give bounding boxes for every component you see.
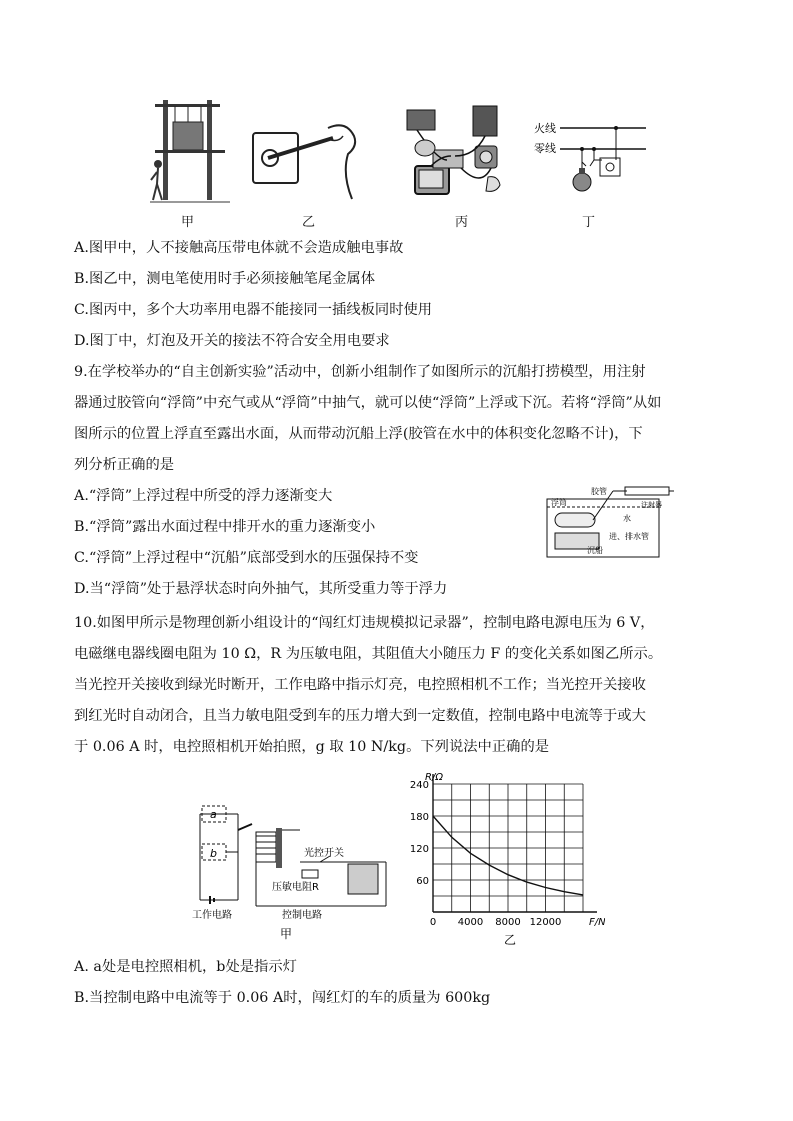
q8-option-c: C.图丙中，多个大功率用电器不能接同一插线板同时使用 [74,302,433,318]
q9-option-b: B.“浮筒”露出水面过程中排开水的重力逐渐变小 [74,519,376,535]
figure-label-yi: 乙 [302,215,316,230]
figure-label-ding: 丁 [582,215,596,230]
q10-stem-line-1: 10.如图甲所示是物理创新小组设计的“闯红灯违规模拟记录器”，控制电路电源电压为 6 V， [74,615,655,631]
q9-stem-line-4: 列分析正确的是 [74,457,175,473]
q9-label-ship: 沉船 [587,546,603,555]
circuit-label-b: b [210,847,217,860]
chart-title: 乙 [504,933,517,945]
q10-option-a: A. a处是电控照相机，b处是指示灯 [74,959,297,975]
chart-x-tick-label: 12000 [529,917,562,928]
q10-stem-line-5: 于 0.06 A 时，电控照相机开始拍照，g 取 10 N/kg。下列说法中正确的是 [74,739,550,755]
q8-option-b: B.图乙中，测电笔使用时手必须接触笔尾金属体 [74,271,375,287]
circuit-label-control: 控制电路 [282,910,322,921]
neutral-wire-label: 零线 [534,142,556,155]
q9-option-d: D.当“浮筒”处于悬浮状态时向外抽气，其所受重力等于浮力 [74,581,448,597]
q9-option-c: C.“浮筒”上浮过程中“沉船”底部受到水的压强保持不变 [74,550,419,566]
q9-stem-line-3: 图所示的位置上浮直至露出水面，从而带动沉船上浮(胶管在水中的体积变化忽略不计)，下 [74,426,643,442]
chart-y-tick-label: 240 [409,780,429,791]
q9-label-tube: 胶管 [591,487,607,496]
q10-stem-line-4: 到红光时自动闭合，且当力敏电阻受到车的压力增大到一定数值，控制电路中电流等于或大 [74,708,646,724]
q9-label-syringe: 注射器 [641,501,662,509]
circuit-label-work: 工作电路 [192,910,232,921]
chart-x-tick-label: 8000 [495,917,521,928]
chart-y-axis-label: R/Ω [425,772,443,783]
chart-y-tick-label: 180 [409,812,429,823]
q10-circuit-figure [190,800,390,945]
q8-option-d: D.图丁中，灯泡及开关的接法不符合安全用电要求 [74,333,390,349]
chart-x-tick-label: 4000 [457,917,484,928]
figure-yi-test-pencil [248,118,368,203]
q9-option-a: A.“浮筒”上浮过程中所受的浮力逐渐变大 [74,488,333,504]
q10-stem-line-2: 电磁继电器线圈电阻为 10 Ω，R 为压敏电阻，其阻值大小随压力 F 的变化关系如图乙所示。 [74,646,663,662]
q9-label-water: 水 [623,514,631,523]
figure-ding-wiring [530,118,650,206]
circuit-label-optical-switch: 光控开关 [304,848,344,859]
q9-label-float: 浮筒 [551,498,567,507]
q10-stem-line-3: 当光控开关接收到绿光时断开，工作电路中指示灯亮，电控照相机不工作；当光控开关接收 [74,677,646,693]
circuit-label-a: a [210,808,217,821]
figure-label-bing: 丙 [455,215,469,230]
q9-stem-line-1: 9.在学校举办的“自主创新实验”活动中，创新小组制作了如图所示的沉船打捞模型，用注射 [74,364,646,380]
chart-x-tick-label: 0 [429,917,437,928]
q8-option-a: A.图甲中，人不接触高压带电体就不会造成触电事故 [74,240,404,256]
q9-salvage-figure [545,485,675,560]
figure-jia-substation [145,92,235,207]
circuit-label-fig: 甲 [280,927,293,941]
chart-y-tick-label: 60 [416,876,429,887]
q9-stem-line-2: 器通过胶管向“浮筒”中充气或从“浮筒”中抽气，就可以使“浮筒”上浮或下沉。若将“浮筒”从如 [74,395,662,411]
figure-bing-power-strip [403,102,513,197]
circuit-label-resistor: 压敏电阻R [272,882,319,893]
figure-label-jia: 甲 [181,215,195,230]
q10-option-b: B.当控制电路中电流等于 0.06 A时，闯红灯的车的质量为 600kg [74,990,491,1006]
live-wire-label: 火线 [534,122,556,135]
q10-resistance-chart [405,770,605,945]
q9-label-pipe: 进、排水管 [609,532,649,541]
chart-x-axis-label: F/N [589,917,605,928]
chart-y-tick-label: 120 [409,844,429,855]
